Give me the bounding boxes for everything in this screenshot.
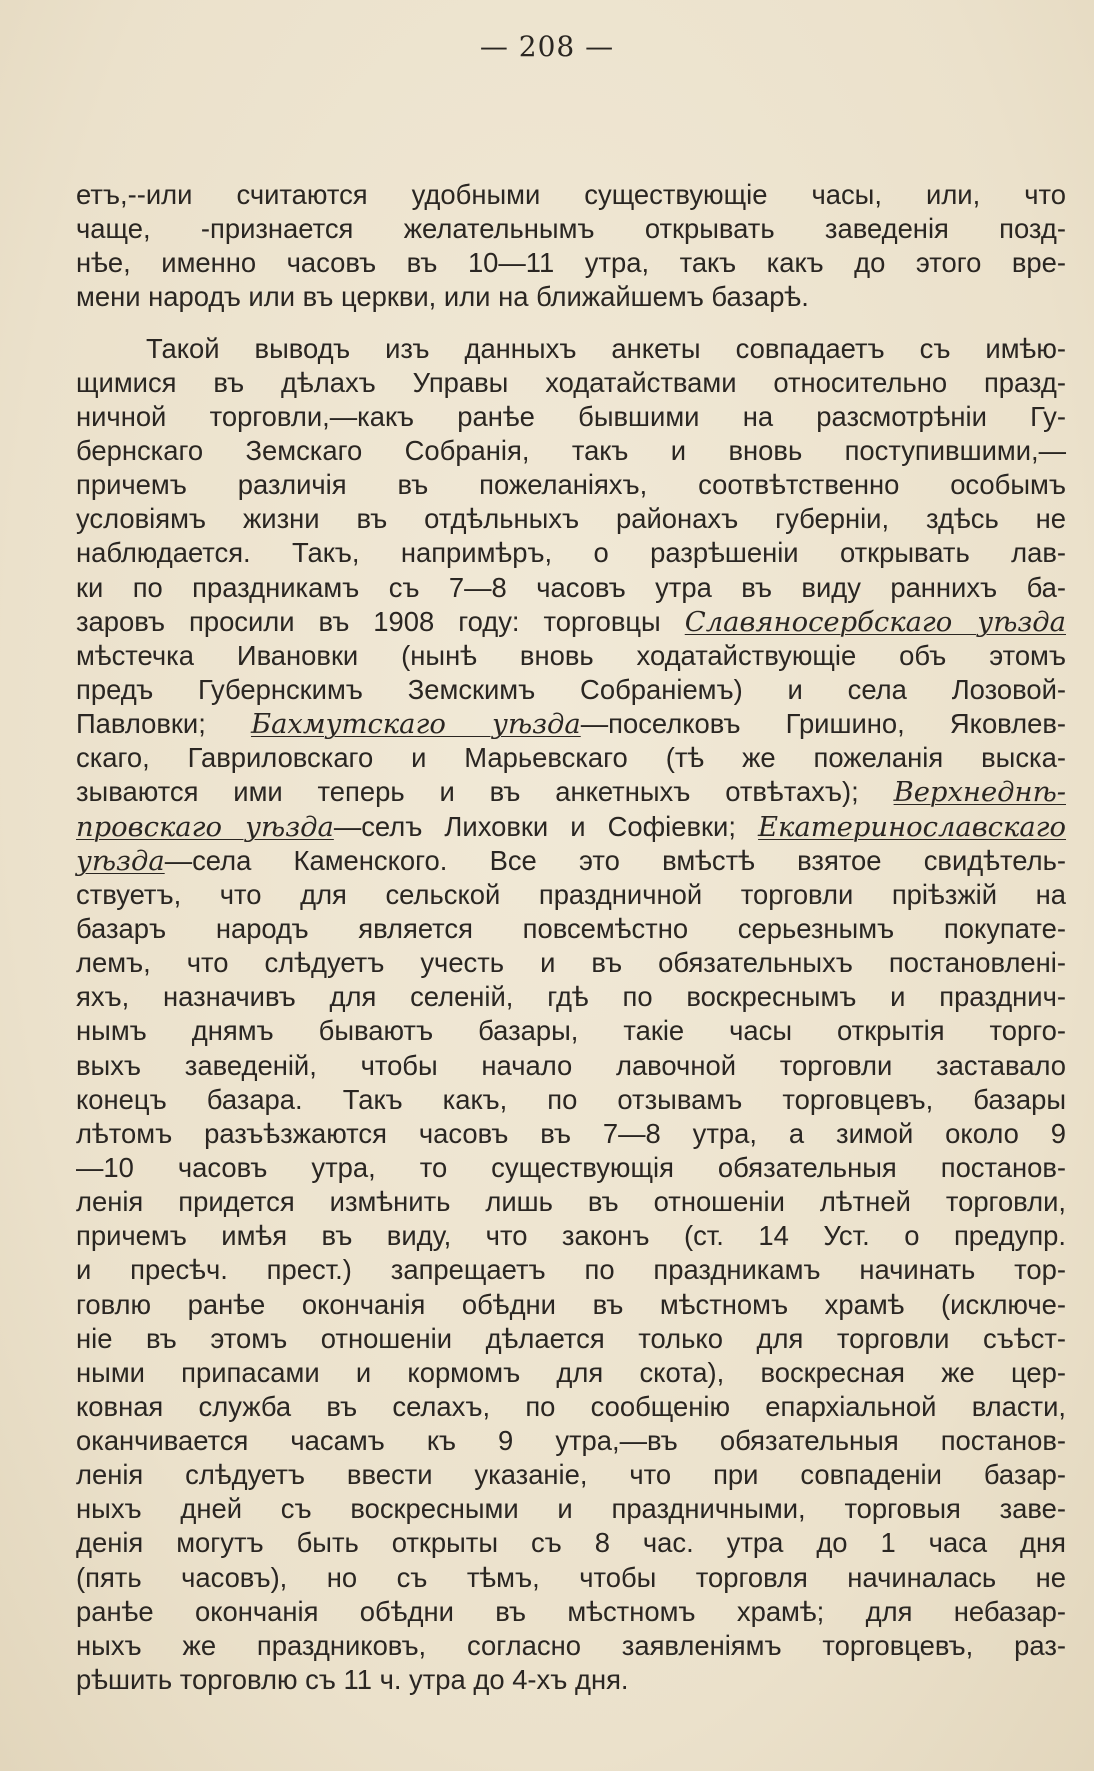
- text-line: [76, 468, 1066, 502]
- text-line: [76, 844, 1066, 878]
- italic-place-name: провскаго уѣзда: [76, 811, 334, 843]
- text-run: чаще, -признается желательнымъ открывать заведенія позд-: [76, 213, 1066, 245]
- text-line: [76, 1595, 1066, 1629]
- text-run: оканчивается часамъ къ 9 утра,—въ обязательныя постанов-: [76, 1425, 1066, 1457]
- text-run: нымъ днямъ бываютъ базары, такіе часы открытія торго-: [76, 1015, 1066, 1047]
- paragraph: [76, 178, 1066, 315]
- text-line: [76, 212, 1066, 246]
- text-run: ничной торговли,—какъ ранѣе бывшими на разсмотрѣніи Гу-: [76, 400, 1066, 432]
- text-line: [76, 605, 1066, 639]
- text-line: [76, 1629, 1066, 1663]
- text-line: [76, 707, 1066, 741]
- text-line: [76, 332, 1066, 366]
- text-line: [76, 673, 1066, 707]
- text-line: [76, 1185, 1066, 1219]
- paragraph-gap: [76, 315, 1066, 332]
- paragraph: [76, 332, 1066, 1698]
- text-line: [76, 1219, 1066, 1253]
- text-run: зываются ими теперь и въ анкетныхъ отвѣтахъ);: [76, 776, 894, 808]
- italic-place-name: уѣзда: [76, 845, 165, 877]
- text-run: причемъ имѣя въ виду, что законъ (ст. 14 Уст. о предупр.: [76, 1220, 1066, 1252]
- text-line: [76, 366, 1066, 400]
- text-run: причемъ различія въ пожеланіяхъ, соотвѣтственно особымъ: [76, 469, 1066, 501]
- text-line: [76, 178, 1066, 212]
- text-line: [76, 639, 1066, 673]
- text-run: конецъ базара. Такъ какъ, по отзывамъ торговцевъ, базары: [76, 1083, 1066, 1115]
- text-run: мени народъ или въ церкви, или на ближайшемъ базарѣ.: [76, 281, 809, 313]
- text-run: ствуетъ, что для сельской праздничной торговли пріѣзжій на: [76, 878, 1066, 910]
- text-line: [76, 1049, 1066, 1083]
- text-run: нѣе, именно часовъ въ 10—11 утра, такъ какъ до этого вре-: [76, 247, 1066, 279]
- text-run: лемъ, что слѣдуетъ учесть и въ обязательныхъ постановлені-: [76, 947, 1066, 979]
- text-run: —10 часовъ утра, то существующія обязательныя постанов-: [76, 1151, 1066, 1183]
- text-run: яхъ, назначивъ для селеній, гдѣ по воскреснымъ и празднич-: [76, 981, 1066, 1013]
- text-run: денія могутъ быть открыты съ 8 час. утра до 1 часа дня: [76, 1527, 1066, 1559]
- text-line: [76, 1322, 1066, 1356]
- text-run: ленія придется измѣнить лишь въ отношеніи лѣтней торговли,: [76, 1186, 1066, 1218]
- text-run: говлю ранѣе окончанія обѣдни въ мѣстномъ храмѣ (исключе-: [76, 1288, 1066, 1320]
- text-run: етъ,--или считаются удобными существующіе часы, или, что: [76, 179, 1066, 210]
- text-run: ранѣе окончанія обѣдни въ мѣстномъ храмѣ; для небазар-: [76, 1595, 1066, 1627]
- text-run: ки по праздникамъ съ 7—8 часовъ утра въ виду раннихъ ба-: [76, 571, 1066, 603]
- text-line: [76, 912, 1066, 946]
- text-line: [76, 946, 1066, 980]
- text-line: [76, 878, 1066, 912]
- text-line: [76, 1288, 1066, 1322]
- italic-place-name: Екатеринославскаго: [758, 811, 1067, 843]
- text-run: —поселковъ Гришино, Яковлев-: [580, 708, 1066, 740]
- text-run: ніе въ этомъ отношеніи дѣлается только для торговли съѣст-: [76, 1322, 1066, 1354]
- text-line: [76, 1526, 1066, 1560]
- text-line: [76, 741, 1066, 775]
- text-run: ковная служба въ селахъ, по сообщенію епархіальной власти,: [76, 1390, 1066, 1422]
- text-run: —села Каменского. Все это вмѣстѣ взятое свидѣтель-: [164, 844, 1066, 876]
- text-line: [76, 1356, 1066, 1390]
- text-line: [76, 536, 1066, 570]
- text-line: [76, 1117, 1066, 1151]
- text-run: ныхъ же праздниковъ, согласно заявленіямъ торговцевъ, раз-: [76, 1629, 1066, 1661]
- text-line: [76, 1424, 1066, 1458]
- text-line: [76, 1390, 1066, 1424]
- text-run: условіямъ жизни въ отдѣльныхъ районахъ губерніи, здѣсь не: [76, 503, 1066, 535]
- text-run: щимися въ дѣлахъ Управы ходатайствами относительно празд-: [76, 366, 1066, 398]
- italic-place-name: Славяносербскаго уѣзда: [684, 606, 1066, 638]
- text-run: бернскаго Земскаго Собранія, такъ и вновь поступившими,—: [76, 434, 1066, 466]
- text-line: [76, 280, 1066, 314]
- text-run: ленія слѣдуетъ ввести указаніе, что при совпаденіи базар-: [76, 1459, 1066, 1491]
- italic-place-name: Верхнеднѣ-: [893, 777, 1066, 809]
- text-line: [76, 1083, 1066, 1117]
- text-line: [76, 1561, 1066, 1595]
- text-line: [76, 775, 1066, 809]
- text-line: [76, 246, 1066, 280]
- text-run: ныхъ дней съ воскресными и праздничными, торговыя заве-: [76, 1493, 1066, 1525]
- text-line: [76, 810, 1066, 844]
- text-run: рѣшить торговлю съ 11 ч. утра до 4-хъ дня.: [76, 1664, 629, 1696]
- text-line: [76, 1253, 1066, 1287]
- text-line: [76, 502, 1066, 536]
- text-line: [76, 400, 1066, 434]
- text-run: выхъ заведеній, чтобы начало лавочной торговли заставало: [76, 1049, 1066, 1081]
- text-line: [76, 1492, 1066, 1526]
- text-run: (пять часовъ), но съ тѣмъ, чтобы торговля начиналась не: [76, 1561, 1066, 1593]
- text-run: ными припасами и кормомъ для скота), воскресная же цер-: [76, 1356, 1066, 1388]
- text-run: Такой выводъ изъ данныхъ анкеты совпадаетъ съ имѣю-: [146, 332, 1066, 364]
- text-line: [76, 1663, 1066, 1697]
- text-run: предъ Губернскимъ Земскимъ Собраніемъ) и села Лозовой-: [76, 673, 1066, 705]
- text-run: наблюдается. Такъ, напримѣръ, о разрѣшеніи открывать лав-: [76, 537, 1066, 569]
- text-run: и пресѣч. прест.) запрещаетъ по праздникамъ начинать тор-: [76, 1254, 1066, 1286]
- text-line: [76, 571, 1066, 605]
- text-line: [76, 434, 1066, 468]
- italic-place-name: Бахмутскаго уѣзда: [250, 709, 581, 741]
- text-line: [76, 1458, 1066, 1492]
- text-run: лѣтомъ разъѣзжаются часовъ въ 7—8 утра, а зимой около 9: [76, 1117, 1066, 1149]
- text-run: —селъ Лиховки и Софіевки;: [333, 810, 759, 842]
- text-run: скаго, Гавриловскаго и Марьевскаго (тѣ же пожеланія выска-: [76, 742, 1066, 774]
- text-run: заровъ просили въ 1908 году: торговцы: [76, 605, 685, 637]
- text-run: базаръ народъ является повсемѣстно серьезнымъ покупате-: [76, 912, 1066, 944]
- text-run: Павловки;: [76, 708, 251, 740]
- text-line: [76, 1014, 1066, 1048]
- text-line: [76, 1151, 1066, 1185]
- text-run: мѣстечка Ивановки (нынѣ вновь ходатайствующіе объ этомъ: [76, 639, 1066, 671]
- page-number: — 208 —: [479, 30, 615, 63]
- body-text: [76, 178, 1066, 1697]
- text-line: [76, 980, 1066, 1014]
